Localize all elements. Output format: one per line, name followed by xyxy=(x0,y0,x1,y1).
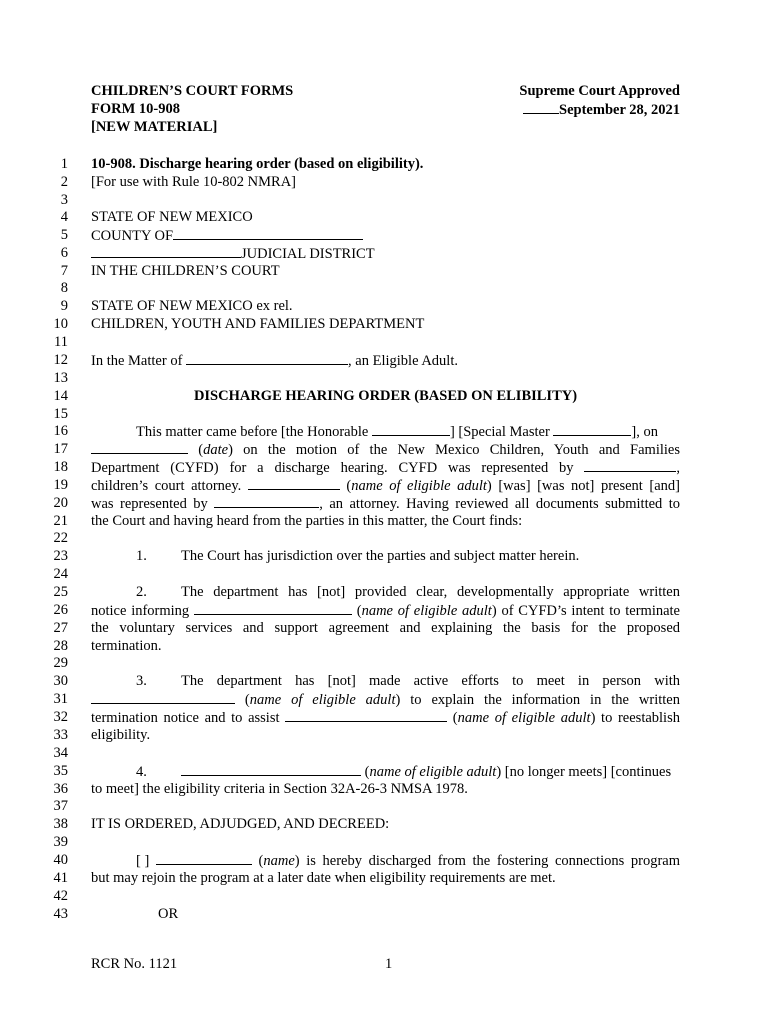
finding-2-line-28: termination. xyxy=(91,638,162,654)
header-date: September 28, 2021 xyxy=(559,102,680,118)
header-new-material: [NEW MATERIAL] xyxy=(91,119,218,135)
header-date-line xyxy=(519,100,680,119)
f2-l26-b: of CYFD’s intent to terminate xyxy=(501,603,680,619)
district-blank xyxy=(91,244,241,258)
line-number: 6 xyxy=(60,245,68,261)
line-number: 16 xyxy=(53,423,68,439)
cyfd-line: CHILDREN, YOUTH AND FAMILIES DEPARTMENT xyxy=(91,316,425,332)
f3-l31-b: to explain the information in the written xyxy=(410,692,680,708)
line-number: 39 xyxy=(53,834,68,850)
judge-blank xyxy=(372,422,450,436)
state-line: STATE OF NEW MEXICO xyxy=(91,209,253,225)
p19-hint: name of eligible adult xyxy=(351,478,487,494)
p18-end: , xyxy=(676,460,681,476)
finding-1 xyxy=(91,547,680,565)
line-number: 24 xyxy=(53,566,68,582)
order-heading: DISCHARGE HEARING ORDER (BASED ON ELIBILITY) xyxy=(193,388,578,404)
f2-l26-a: notice informing xyxy=(91,603,190,619)
district-label: JUDICIAL DISTRICT xyxy=(241,246,375,262)
line-number: 2 xyxy=(60,174,68,190)
finding-3-line-31: (name of eligible adult) to explain the information in the written xyxy=(91,690,680,709)
line-number: 11 xyxy=(54,334,68,350)
line-number: 15 xyxy=(53,406,68,422)
court-line: IN THE CHILDREN’S COURT xyxy=(91,263,280,279)
finding-1-num: 1. xyxy=(136,548,147,564)
f4-hint: name of eligible adult xyxy=(369,764,497,780)
p18-text: Department (CYFD) for a discharge hearing. CYFD was represented by xyxy=(91,460,574,476)
finding-3 xyxy=(91,672,680,690)
form-title: 10-908. Discharge hearing order (based on eligibility). xyxy=(91,156,424,172)
matter-blank xyxy=(186,351,348,365)
p16-a: This matter came before [the Honorable xyxy=(136,424,369,440)
rule-reference: [For use with Rule 10-802 NMRA] xyxy=(91,174,297,190)
p16-b: ] [Special Master xyxy=(449,424,550,440)
finding-2-num: 2. xyxy=(136,584,147,600)
finding-3-line-32: termination notice and to assist (name of eligible adult) to reestablish xyxy=(91,710,680,726)
line-number: 22 xyxy=(53,530,68,546)
line-number: 41 xyxy=(53,870,68,886)
line-number: 28 xyxy=(53,638,68,654)
line-number: 4 xyxy=(60,209,68,225)
para-line-21: the Court and having heard from the parties in this matter, the Court finds: xyxy=(91,513,523,529)
line-number: 12 xyxy=(53,352,68,368)
f2-l26-hint: name of eligible adult xyxy=(361,603,492,619)
or-line: OR xyxy=(158,906,179,922)
f3-l32-b: to reestablish xyxy=(601,710,680,726)
finding-4-line-36: to meet] the eligibility criteria in Section 32A-26-3 NMSA 1978. xyxy=(91,781,468,797)
line-number: 36 xyxy=(53,781,68,797)
adult-name-blank-19 xyxy=(248,476,340,490)
line-number: 42 xyxy=(53,888,68,904)
line-number: 13 xyxy=(53,370,68,386)
adult-name-blank-32 xyxy=(285,708,447,722)
finding-2-line-26: notice informing (name of eligible adult) of CYFD’s intent to terminate xyxy=(91,603,680,619)
finding-3-line-33: eligibility. xyxy=(91,727,151,743)
f3-l32-a: termination notice and to assist xyxy=(91,710,280,726)
finding-3-num: 3. xyxy=(136,673,147,689)
master-blank xyxy=(553,422,631,436)
cyfd-rep-blank xyxy=(584,458,676,472)
line-number: 33 xyxy=(53,727,68,743)
f3-l31-hint: name of eligible adult xyxy=(249,692,396,708)
line-number: 35 xyxy=(53,763,68,779)
date-blank xyxy=(523,100,559,114)
f4-b: [no longer meets] [continues xyxy=(504,764,672,780)
line-number: 31 xyxy=(53,691,68,707)
para-line-19: children’s court attorney. (name of eligible adult) [was] [was not] present [and] xyxy=(91,478,680,494)
line-number: 9 xyxy=(60,298,68,314)
header-forms: CHILDREN’S COURT FORMS xyxy=(91,83,294,99)
line-number: 30 xyxy=(53,673,68,689)
attorney-blank xyxy=(214,494,319,508)
line-number: 18 xyxy=(53,459,68,475)
line-number: 32 xyxy=(53,709,68,725)
order-line-41: but may rejoin the program at a later date when eligibility requirements are met. xyxy=(91,870,556,886)
line-number: 17 xyxy=(53,441,68,457)
county-line xyxy=(91,226,680,245)
p19-b: [was] [was not] present [and] xyxy=(498,478,680,494)
line-number: 26 xyxy=(53,602,68,618)
line-number: 10 xyxy=(53,316,68,332)
line-number: 43 xyxy=(53,906,68,922)
line-number: 40 xyxy=(53,852,68,868)
date-hint: date xyxy=(203,442,229,458)
footer-rcr: RCR No. 1121 xyxy=(91,956,178,972)
line-number: 20 xyxy=(53,495,68,511)
adult-name-blank-26 xyxy=(194,601,352,615)
para-line-20 xyxy=(91,494,680,513)
adult-name-blank-35 xyxy=(181,762,361,776)
line-number: 1 xyxy=(60,156,68,172)
p19-a: children’s court attorney. xyxy=(91,478,242,494)
form-header-left xyxy=(91,82,293,136)
line-number: 27 xyxy=(53,620,68,636)
line-number: 19 xyxy=(53,477,68,493)
matter-line xyxy=(91,351,680,370)
p17-rest: on the motion of the New Mexico Children, Youth and Families xyxy=(243,442,680,458)
matter-suffix: , an Eligible Adult. xyxy=(348,353,458,369)
o40-b: is hereby discharged from the fostering connections program xyxy=(306,853,680,869)
finding-2-text: The department has [not] provided clear, developmentally appropriate written xyxy=(181,584,680,600)
header-form-number: FORM 10-908 xyxy=(91,101,180,117)
o40-hint: name xyxy=(263,853,295,869)
line-number: 3 xyxy=(60,192,68,208)
line-number: 7 xyxy=(60,263,68,279)
name-blank-40 xyxy=(156,851,252,865)
line-number: 25 xyxy=(53,584,68,600)
finding-4: 4. (name of eligible adult) [no longer meets] [continues xyxy=(136,764,672,780)
order-line-40: [ ] (name) is hereby discharged from the fostering connections program xyxy=(136,853,680,869)
finding-2 xyxy=(91,583,680,601)
finding-1-text: The Court has jurisdiction over the parties and subject matter herein. xyxy=(181,548,580,564)
finding-4-num: 4. xyxy=(136,764,147,780)
p20-a: was represented by xyxy=(91,496,208,512)
county-label: COUNTY OF xyxy=(91,228,174,244)
finding-2-line-27: the voluntary services and support agreement and explaining the basis for the proposed xyxy=(91,620,680,636)
form-header-right xyxy=(519,82,680,119)
line-number: 34 xyxy=(53,745,68,761)
line-number: 23 xyxy=(53,548,68,564)
state-ex-rel: STATE OF NEW MEXICO ex rel. xyxy=(91,298,293,314)
header-approved: Supreme Court Approved xyxy=(519,83,680,99)
footer-page-number: 1 xyxy=(385,956,393,972)
para-line-18 xyxy=(91,458,680,477)
date-field-blank xyxy=(91,440,188,454)
p20-b: , an attorney. Having reviewed all documents submitted to xyxy=(319,496,681,512)
finding-3-text: The department has [not] made active efforts to meet in person with xyxy=(181,673,680,689)
line-number: 5 xyxy=(60,227,68,243)
para-line-17: (date) on the motion of the New Mexico Children, Youth and Families xyxy=(91,440,680,459)
line-number: 8 xyxy=(60,280,68,296)
order-checkbox: [ ] xyxy=(136,853,150,869)
f3-l32-hint: name of eligible adult xyxy=(457,710,591,726)
line-number: 14 xyxy=(53,388,68,404)
line-number: 21 xyxy=(53,513,68,529)
adult-name-blank-31 xyxy=(91,690,235,704)
line-number: 38 xyxy=(53,816,68,832)
county-blank xyxy=(173,226,363,240)
line-number: 37 xyxy=(53,798,68,814)
para-line-16 xyxy=(136,422,680,441)
line-number: 29 xyxy=(53,655,68,671)
matter-label: In the Matter of xyxy=(91,353,183,369)
ordered-line: IT IS ORDERED, ADJUDGED, AND DECREED: xyxy=(91,816,390,832)
district-line xyxy=(91,244,680,263)
p16-c: ], on xyxy=(631,424,659,440)
